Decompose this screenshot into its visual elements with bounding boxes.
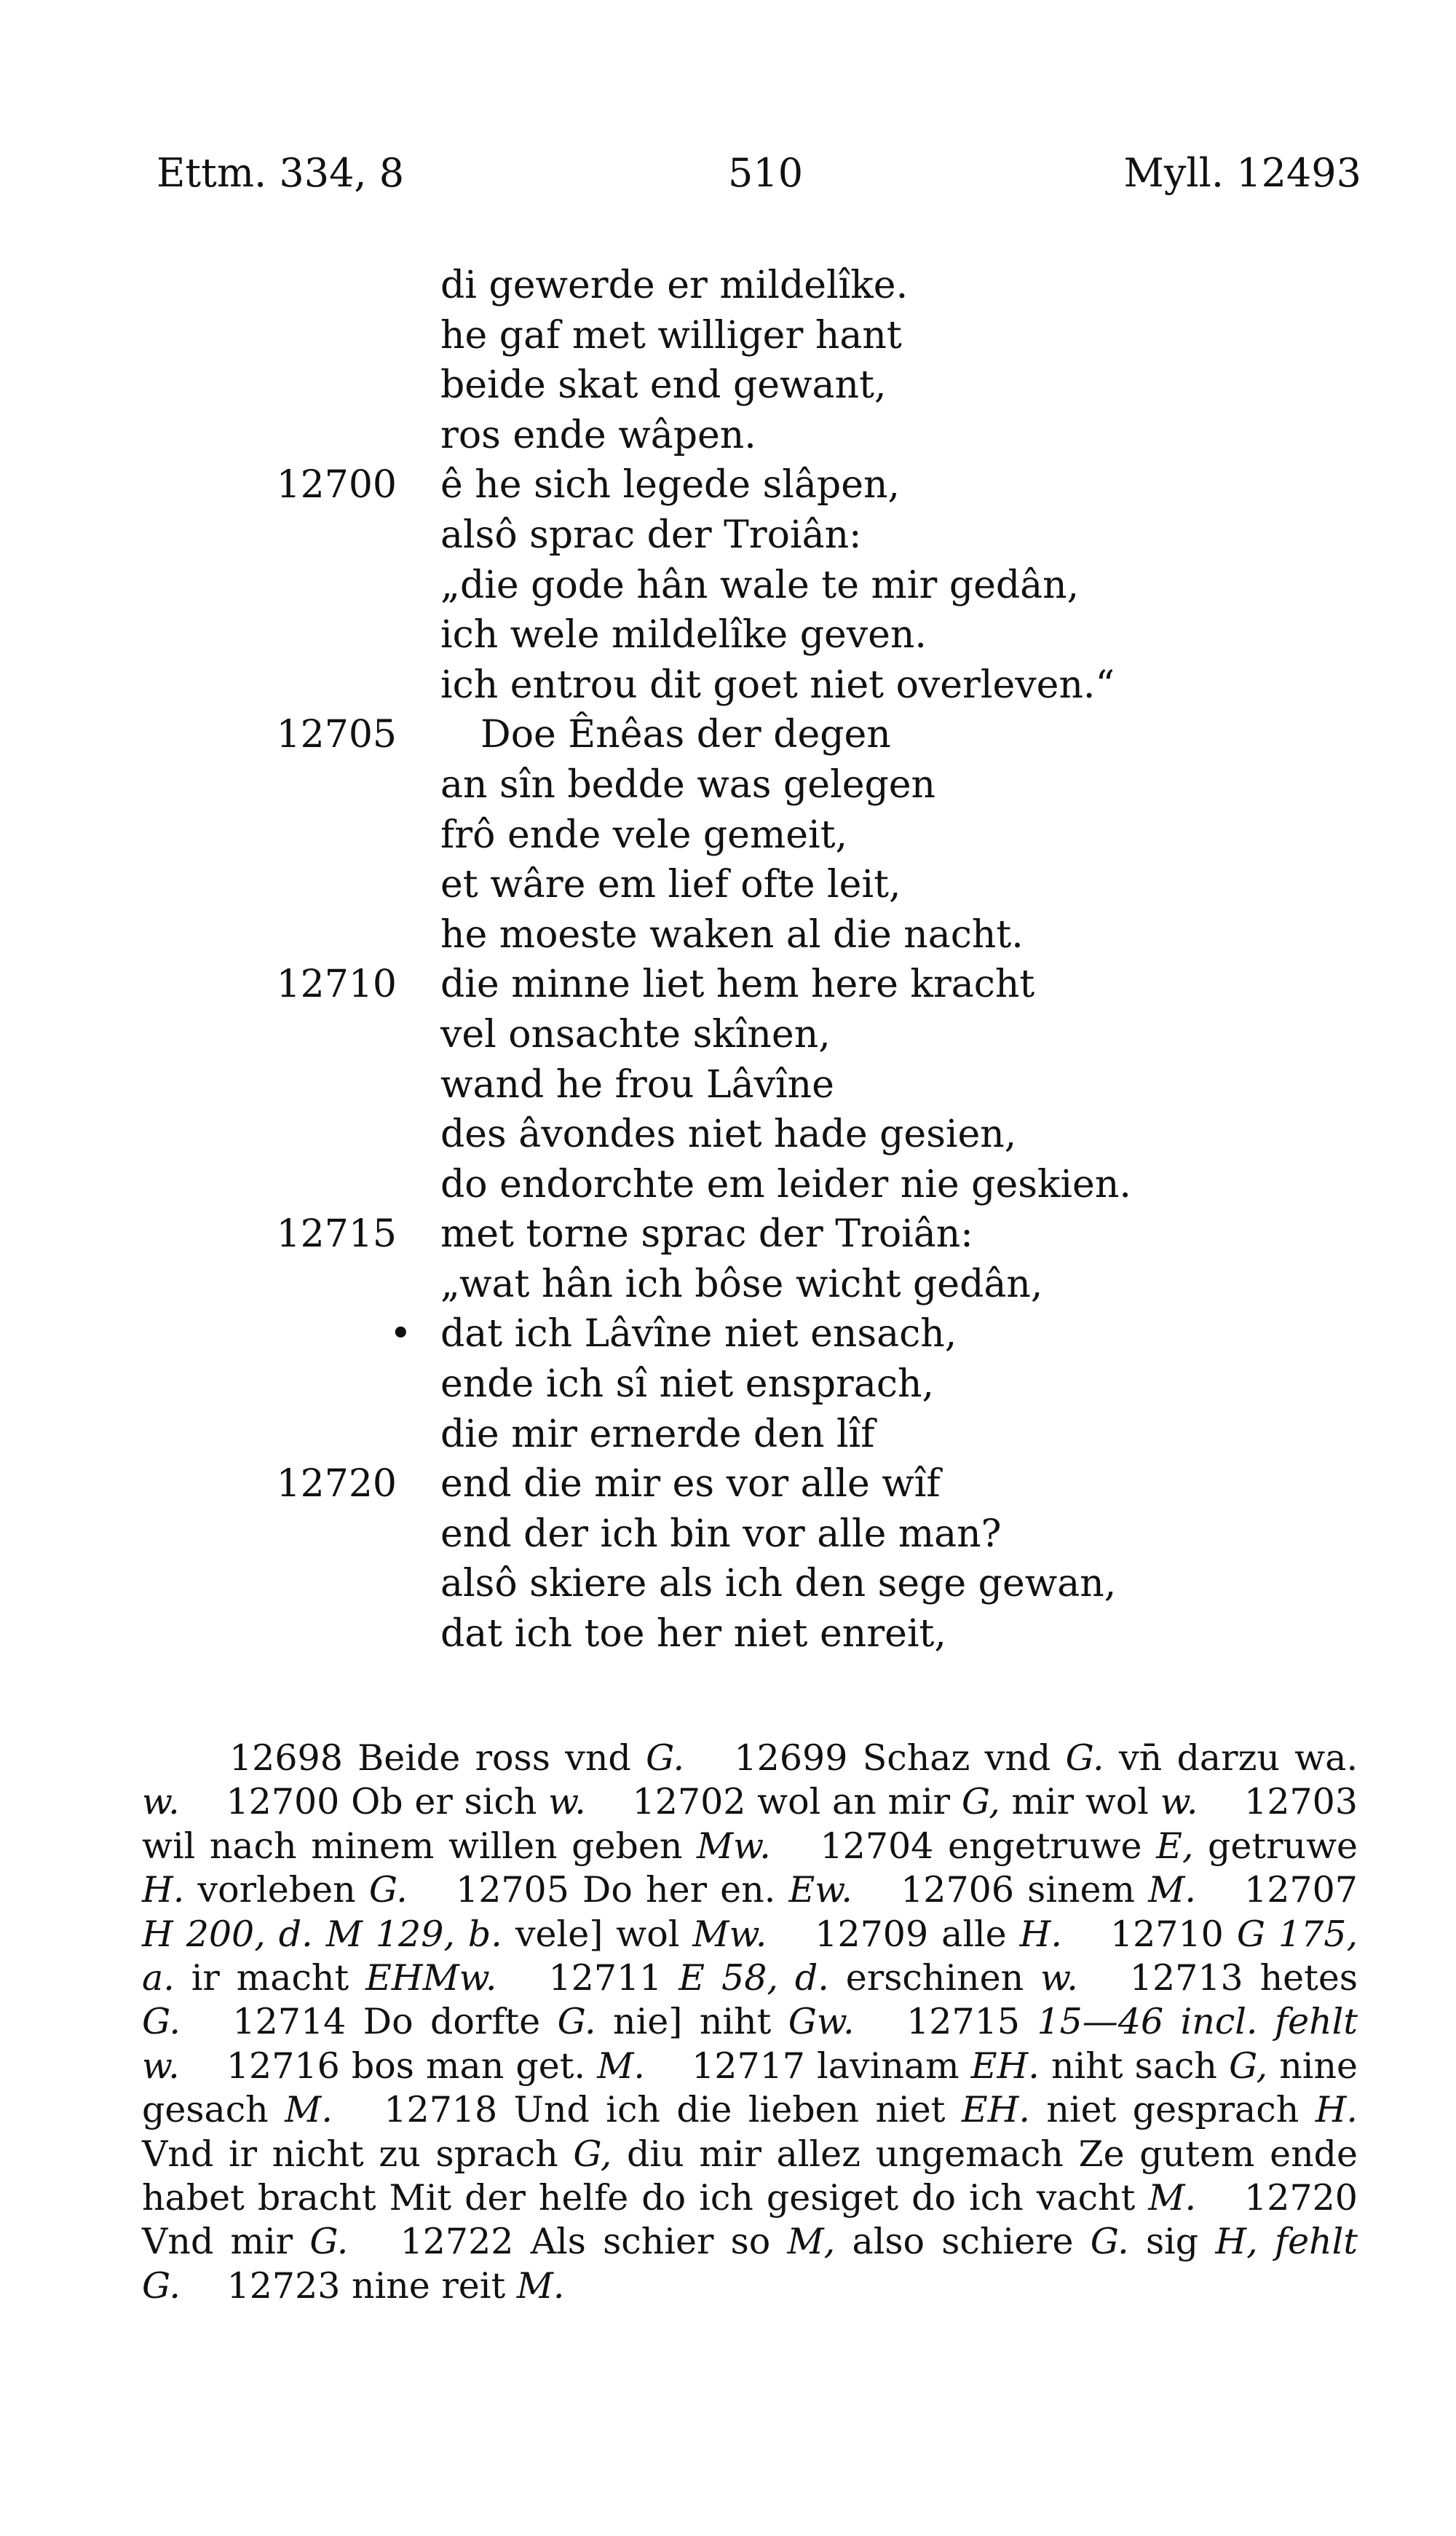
- note-text: ir macht: [174, 1957, 366, 1999]
- verse-line: [0, 910, 1456, 960]
- verse-text-line: dat ich toe her niet enreit,: [440, 1612, 946, 1656]
- apparatus-note: [226, 1781, 585, 1822]
- line-number: 12700: [276, 463, 397, 507]
- verse-line: [0, 360, 1456, 411]
- note-siglum: M.: [1148, 1869, 1196, 1911]
- verse-text-line: wand he frou Lâvîne: [440, 1062, 834, 1107]
- verse-line: [0, 610, 1456, 660]
- page-number: 510: [728, 150, 804, 196]
- verse-text-line: Doe Ênêas der degen: [480, 713, 891, 757]
- verse-text-line: et wâre em lief ofte leit,: [440, 863, 901, 907]
- note-siglum: w.: [1040, 1957, 1078, 1999]
- verse-line: [0, 561, 1456, 611]
- note-text: erschinen: [828, 1957, 1041, 1999]
- note-text: 12718 Und ich die lieben niet: [384, 2089, 962, 2131]
- verse-text-line: vel onsachte skînen,: [440, 1012, 831, 1056]
- note-text: 12720 Vnd mir: [142, 2177, 1358, 2263]
- header-edition-ref: Ettm. 334, 8: [157, 150, 405, 196]
- note-text: 12704 engetruwe: [820, 1825, 1157, 1867]
- apparatus-paragraph: [142, 1737, 1358, 2308]
- verse-line: [0, 460, 1456, 510]
- note-siglum: G,: [573, 2133, 612, 2175]
- note-text: niet gesprach: [1029, 2089, 1315, 2131]
- verse-line: [0, 1609, 1456, 1659]
- line-number: 12705: [276, 713, 397, 757]
- apparatus-note: [232, 2001, 854, 2042]
- note-text: vele] wol: [502, 1913, 693, 1955]
- note-text: 12698 Beide ross vnd: [229, 1737, 646, 1779]
- verse-text-line: die mir ernerde den lîf: [440, 1412, 875, 1456]
- note-text: 12722 Als schier so: [400, 2221, 788, 2263]
- note-text: 12716 bos man get.: [226, 2045, 598, 2087]
- note-siglum: EHMw.: [365, 1957, 497, 1999]
- verse-text-line: dat ich Lâvîne niet ensach,: [440, 1312, 957, 1356]
- verse-line: [0, 660, 1456, 711]
- verse-text-line: an sîn bedde was gelegen: [440, 762, 936, 807]
- note-text: vorleben: [184, 1869, 369, 1911]
- note-siglum: M.: [516, 2264, 565, 2307]
- note-siglum: w.: [142, 1781, 180, 1823]
- verse-text-line: des âvondes niet hade gesien,: [440, 1113, 1017, 1157]
- verse-text-line: ê he sich legede slâpen,: [440, 463, 901, 507]
- verse-line: [0, 1060, 1456, 1110]
- note-text: niht sach: [1039, 2045, 1230, 2087]
- verse-line: [0, 261, 1456, 311]
- apparatus-note: [548, 1957, 1077, 1999]
- verse-line: [0, 860, 1456, 910]
- note-text: vn̄ darzu wa.: [1104, 1737, 1358, 1779]
- apparatus-note: [227, 2265, 565, 2307]
- line-number: 12710: [276, 963, 397, 1007]
- note-text: 12699 Schaz vnd: [734, 1737, 1066, 1779]
- verse-text-line: he gaf met williger hant: [440, 313, 902, 358]
- note-siglum: G.: [368, 1869, 408, 1911]
- verse-line: [0, 1209, 1456, 1260]
- verse-line: [0, 1309, 1456, 1359]
- note-siglum: w.: [1160, 1781, 1198, 1823]
- note-siglum: H 200, d. M 129, b.: [142, 1913, 502, 1955]
- verse-text-line: met torne sprac der Troiân:: [440, 1212, 973, 1257]
- note-siglum: EH.: [970, 2045, 1040, 2087]
- verse-text-line: beide skat end gewant,: [440, 363, 887, 408]
- verse-text-line: ich entrou dit goet niet overleven.“: [440, 663, 1115, 707]
- line-number: 12720: [276, 1462, 397, 1506]
- verse-line: [0, 1260, 1456, 1310]
- verse-line: [0, 1110, 1456, 1160]
- verse-text-line: end die mir es vor alle wîf: [440, 1462, 941, 1506]
- note-text: diu mir allez ungemach Ze gutem ende habet bracht Mit der helfe do ich gesiget do ich vacht: [142, 2133, 1358, 2219]
- note-text: 12703 wil nach minem willen geben: [142, 1781, 1358, 1867]
- note-text: 12723 nine reit: [226, 2264, 517, 2307]
- note-siglum: G,: [1229, 2045, 1268, 2087]
- note-siglum: M,: [787, 2221, 836, 2263]
- verse-line: [0, 1160, 1456, 1210]
- apparatus-note: [815, 1913, 1062, 1955]
- note-text: getruwe: [1193, 1825, 1358, 1867]
- note-siglum: fehlt G.: [142, 2221, 1358, 2307]
- note-siglum: E 58, d.: [678, 1957, 829, 1999]
- verse-line: [0, 1559, 1456, 1609]
- note-siglum: H.: [1019, 1913, 1062, 1955]
- note-text: 12714 Do dorfte: [232, 2001, 558, 2043]
- verse-text-line: he moeste waken al die nacht.: [440, 912, 1024, 957]
- verse-line: [0, 1010, 1456, 1060]
- verse-line: [0, 1410, 1456, 1460]
- verse-text: [0, 261, 1456, 1659]
- note-siglum: H.: [1315, 2089, 1358, 2131]
- note-text: Vnd ir nicht zu sprach: [142, 2133, 574, 2175]
- note-text: 12700 Ob er sich: [226, 1781, 549, 1823]
- running-header: [157, 144, 1361, 202]
- apparatus-note: [633, 1781, 1198, 1822]
- note-siglum: E,: [1156, 1825, 1194, 1867]
- note-siglum: G,: [961, 1781, 1000, 1823]
- note-siglum: Mw.: [692, 1913, 767, 1955]
- note-siglum: Mw.: [696, 1825, 771, 1867]
- header-line-ref: Myll. 12493: [1123, 150, 1361, 196]
- note-text: 12702 wol an mir: [632, 1781, 962, 1823]
- note-siglum: w.: [548, 1781, 586, 1823]
- verse-line: [0, 411, 1456, 461]
- note-text: 12706 sinem: [901, 1869, 1149, 1911]
- verse-text-line: frô ende vele gemeit,: [440, 813, 848, 857]
- note-siglum: G.: [557, 2001, 596, 2043]
- verse-text-line: do endorchte em leider nie geskien.: [440, 1162, 1131, 1206]
- note-siglum: M.: [1148, 2177, 1197, 2219]
- verse-text-line: ich wele mildelîke geven.: [440, 613, 927, 657]
- note-text: 12711: [548, 1957, 679, 1999]
- verse-line: [0, 710, 1456, 760]
- verse-line: [0, 510, 1456, 561]
- verse-line: [0, 311, 1456, 361]
- note-siglum: G.: [1090, 2221, 1129, 2263]
- note-siglum: G.: [142, 2001, 181, 2043]
- note-text: nine gesach: [142, 2045, 1358, 2131]
- verse-text-line: die minne liet hem here kracht: [440, 963, 1035, 1007]
- note-text: 12715: [906, 2001, 1037, 2043]
- note-text: 12710: [1109, 1913, 1237, 1955]
- note-siglum: H,: [1215, 2221, 1258, 2263]
- note-text: also schiere: [835, 2221, 1091, 2263]
- verse-text-line: „wat hân ich bôse wicht gedân,: [440, 1262, 1043, 1306]
- note-siglum: G.: [1065, 1737, 1104, 1779]
- verse-text-line: alsô sprac der Troiân:: [440, 513, 862, 557]
- line-number: 12715: [276, 1212, 397, 1257]
- note-siglum: M.: [597, 2045, 645, 2087]
- verse-text-line: alsô skiere als ich den sege gewan,: [440, 1562, 1117, 1606]
- note-text: [1258, 2221, 1275, 2262]
- apparatus-note: [229, 1737, 684, 1779]
- note-siglum: Gw.: [788, 2001, 855, 2043]
- verse-text-line: ros ende wâpen.: [440, 413, 756, 457]
- note-siglum: 15—46 incl. fehlt w.: [142, 2001, 1358, 2087]
- note-siglum: H.: [142, 1869, 185, 1911]
- note-text: 12713 hetes: [1129, 1957, 1358, 1999]
- note-siglum: G.: [309, 2221, 349, 2263]
- note-siglum: M.: [285, 2089, 333, 2131]
- verse-text-line: di gewerde er mildelîke.: [440, 264, 909, 307]
- note-text: sig: [1128, 2221, 1216, 2263]
- note-text: 12709 alle: [815, 1913, 1020, 1955]
- note-siglum: G.: [646, 1737, 685, 1779]
- verse-text-line: „die gode hân wale te mir gedân,: [440, 563, 1080, 607]
- verse-text-line: end der ich bin vor alle man?: [440, 1512, 1002, 1556]
- verse-text-line: ende ich sî niet ensprach,: [440, 1362, 935, 1407]
- apparatus-note: [901, 1869, 1196, 1911]
- margin-mark: •: [389, 1312, 412, 1356]
- verse-line: [0, 960, 1456, 1010]
- apparatus-note: [226, 2045, 645, 2087]
- note-text: mir wol: [1000, 1781, 1160, 1823]
- verse-line: [0, 760, 1456, 810]
- verse-line: [0, 1459, 1456, 1509]
- critical-apparatus: [142, 1737, 1358, 2308]
- verse-line: [0, 810, 1456, 861]
- note-text: nie] niht: [596, 2001, 788, 2043]
- note-text: 12717 lavinam: [692, 2045, 971, 2087]
- note-text: 12707: [1244, 1869, 1358, 1911]
- verse-line: [0, 1359, 1456, 1410]
- note-text: 12705 Do her en.: [456, 1869, 789, 1911]
- note-siglum: Ew.: [788, 1869, 852, 1911]
- apparatus-note: [456, 1869, 852, 1911]
- verse-line: [0, 1509, 1456, 1560]
- note-siglum: G 175, a.: [142, 1913, 1358, 1999]
- note-siglum: EH.: [961, 2089, 1030, 2131]
